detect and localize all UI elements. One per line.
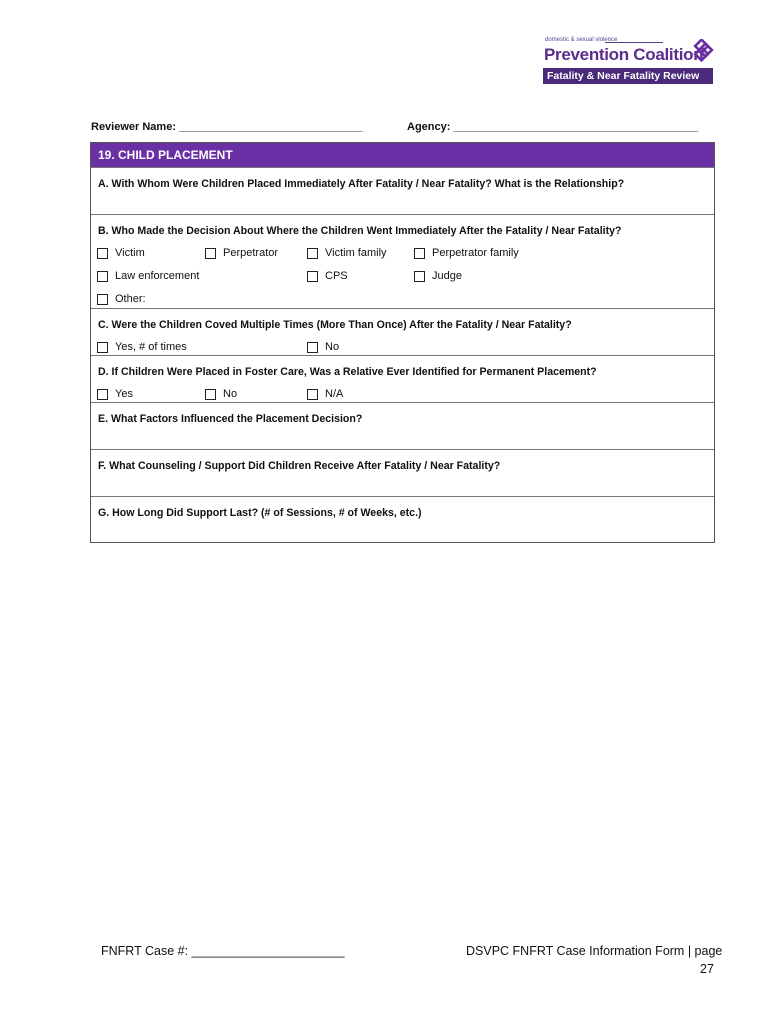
checkbox[interactable] — [97, 389, 108, 400]
logo-tagline-rule — [605, 42, 663, 43]
checkbox[interactable] — [307, 342, 318, 353]
question-b: B. Who Made the Decision About Where the Children Went Immediately After the Fatality / Near Fatality? — [98, 225, 622, 237]
option-perpetrator[interactable] — [205, 247, 278, 259]
question-a-block[interactable] — [91, 167, 714, 214]
question-f: F. What Counseling / Support Did Children Receive After Fatality / Near Fatality? — [98, 460, 501, 472]
case-number-field[interactable]: FNFRT Case #: ______________________ — [101, 944, 345, 958]
option-label: Yes — [115, 388, 133, 400]
question-c-block — [91, 308, 714, 355]
option-label: Yes, # of times — [115, 341, 187, 353]
checkbox[interactable] — [97, 342, 108, 353]
option-label: Victim family — [325, 247, 387, 259]
form-name: DSVPC FNFRT Case Information Form | page — [466, 944, 723, 958]
option-perpetrator-family[interactable] — [414, 247, 519, 259]
option-label: N/A — [325, 388, 344, 400]
option-victim[interactable] — [97, 247, 145, 259]
option-no[interactable] — [205, 388, 237, 400]
checkbox[interactable] — [414, 248, 425, 259]
page-number: 27 — [700, 962, 714, 976]
option-label: CPS — [325, 270, 348, 282]
question-a: A. With Whom Were Children Placed Immediately After Fatality / Near Fatality? What is the Relationship? — [98, 178, 625, 190]
logo-banner: Fatality & Near Fatality Review — [543, 68, 713, 84]
checkbox[interactable] — [307, 389, 318, 400]
logo-tagline: domestic & sexual violence — [545, 37, 618, 43]
question-e-block[interactable] — [91, 402, 714, 449]
option-label: Other: — [115, 293, 146, 305]
question-f-block[interactable] — [91, 449, 714, 496]
checkbox[interactable] — [97, 271, 108, 282]
section-title: 19. CHILD PLACEMENT — [91, 143, 714, 167]
option-label: Perpetrator family — [432, 247, 519, 259]
question-g: G. How Long Did Support Last? (# of Sessions, # of Weeks, etc.) — [98, 507, 422, 519]
question-e: E. What Factors Influenced the Placement Decision? — [98, 413, 363, 425]
agency-field[interactable]: Agency: ________________________________________ — [407, 121, 699, 133]
option-victim-family[interactable] — [307, 247, 387, 259]
child-placement-form — [90, 142, 715, 543]
option-cps[interactable] — [307, 270, 348, 282]
checkbox[interactable] — [97, 248, 108, 259]
option-label: No — [223, 388, 238, 400]
option-label: Law enforcement — [115, 270, 200, 282]
question-d-block — [91, 355, 714, 402]
option-label: Victim — [115, 247, 145, 259]
checkbox[interactable] — [307, 248, 318, 259]
question-g-block[interactable] — [91, 496, 714, 542]
option-label: Perpetrator — [223, 247, 279, 259]
checkbox[interactable] — [307, 271, 318, 282]
option-label: Judge — [432, 270, 462, 282]
option-label: No — [325, 341, 340, 353]
coalition-logo-icon — [691, 39, 715, 63]
question-d: D. If Children Were Placed in Foster Care, Was a Relative Ever Identified for Permanent Placement? — [98, 366, 597, 378]
question-b-block — [91, 214, 714, 308]
logo-name: Prevention Coalition — [544, 45, 704, 64]
checkbox[interactable] — [414, 271, 425, 282]
option-judge[interactable] — [414, 270, 462, 282]
checkbox[interactable] — [205, 389, 216, 400]
option-law-enforcement[interactable] — [97, 270, 199, 282]
option-no[interactable] — [307, 341, 339, 353]
question-c: C. Were the Children Coved Multiple Times (More Than Once) After the Fatality / Near Fatality? — [98, 319, 572, 331]
option-na[interactable] — [307, 388, 343, 400]
checkbox[interactable] — [205, 248, 216, 259]
reviewer-name-field[interactable]: Reviewer Name: ______________________________ — [91, 121, 363, 133]
option-yes[interactable] — [97, 388, 133, 400]
checkbox[interactable] — [97, 294, 108, 305]
option-yes-times[interactable] — [97, 341, 187, 353]
option-other[interactable] — [97, 293, 146, 305]
coalition-logo — [543, 36, 715, 86]
